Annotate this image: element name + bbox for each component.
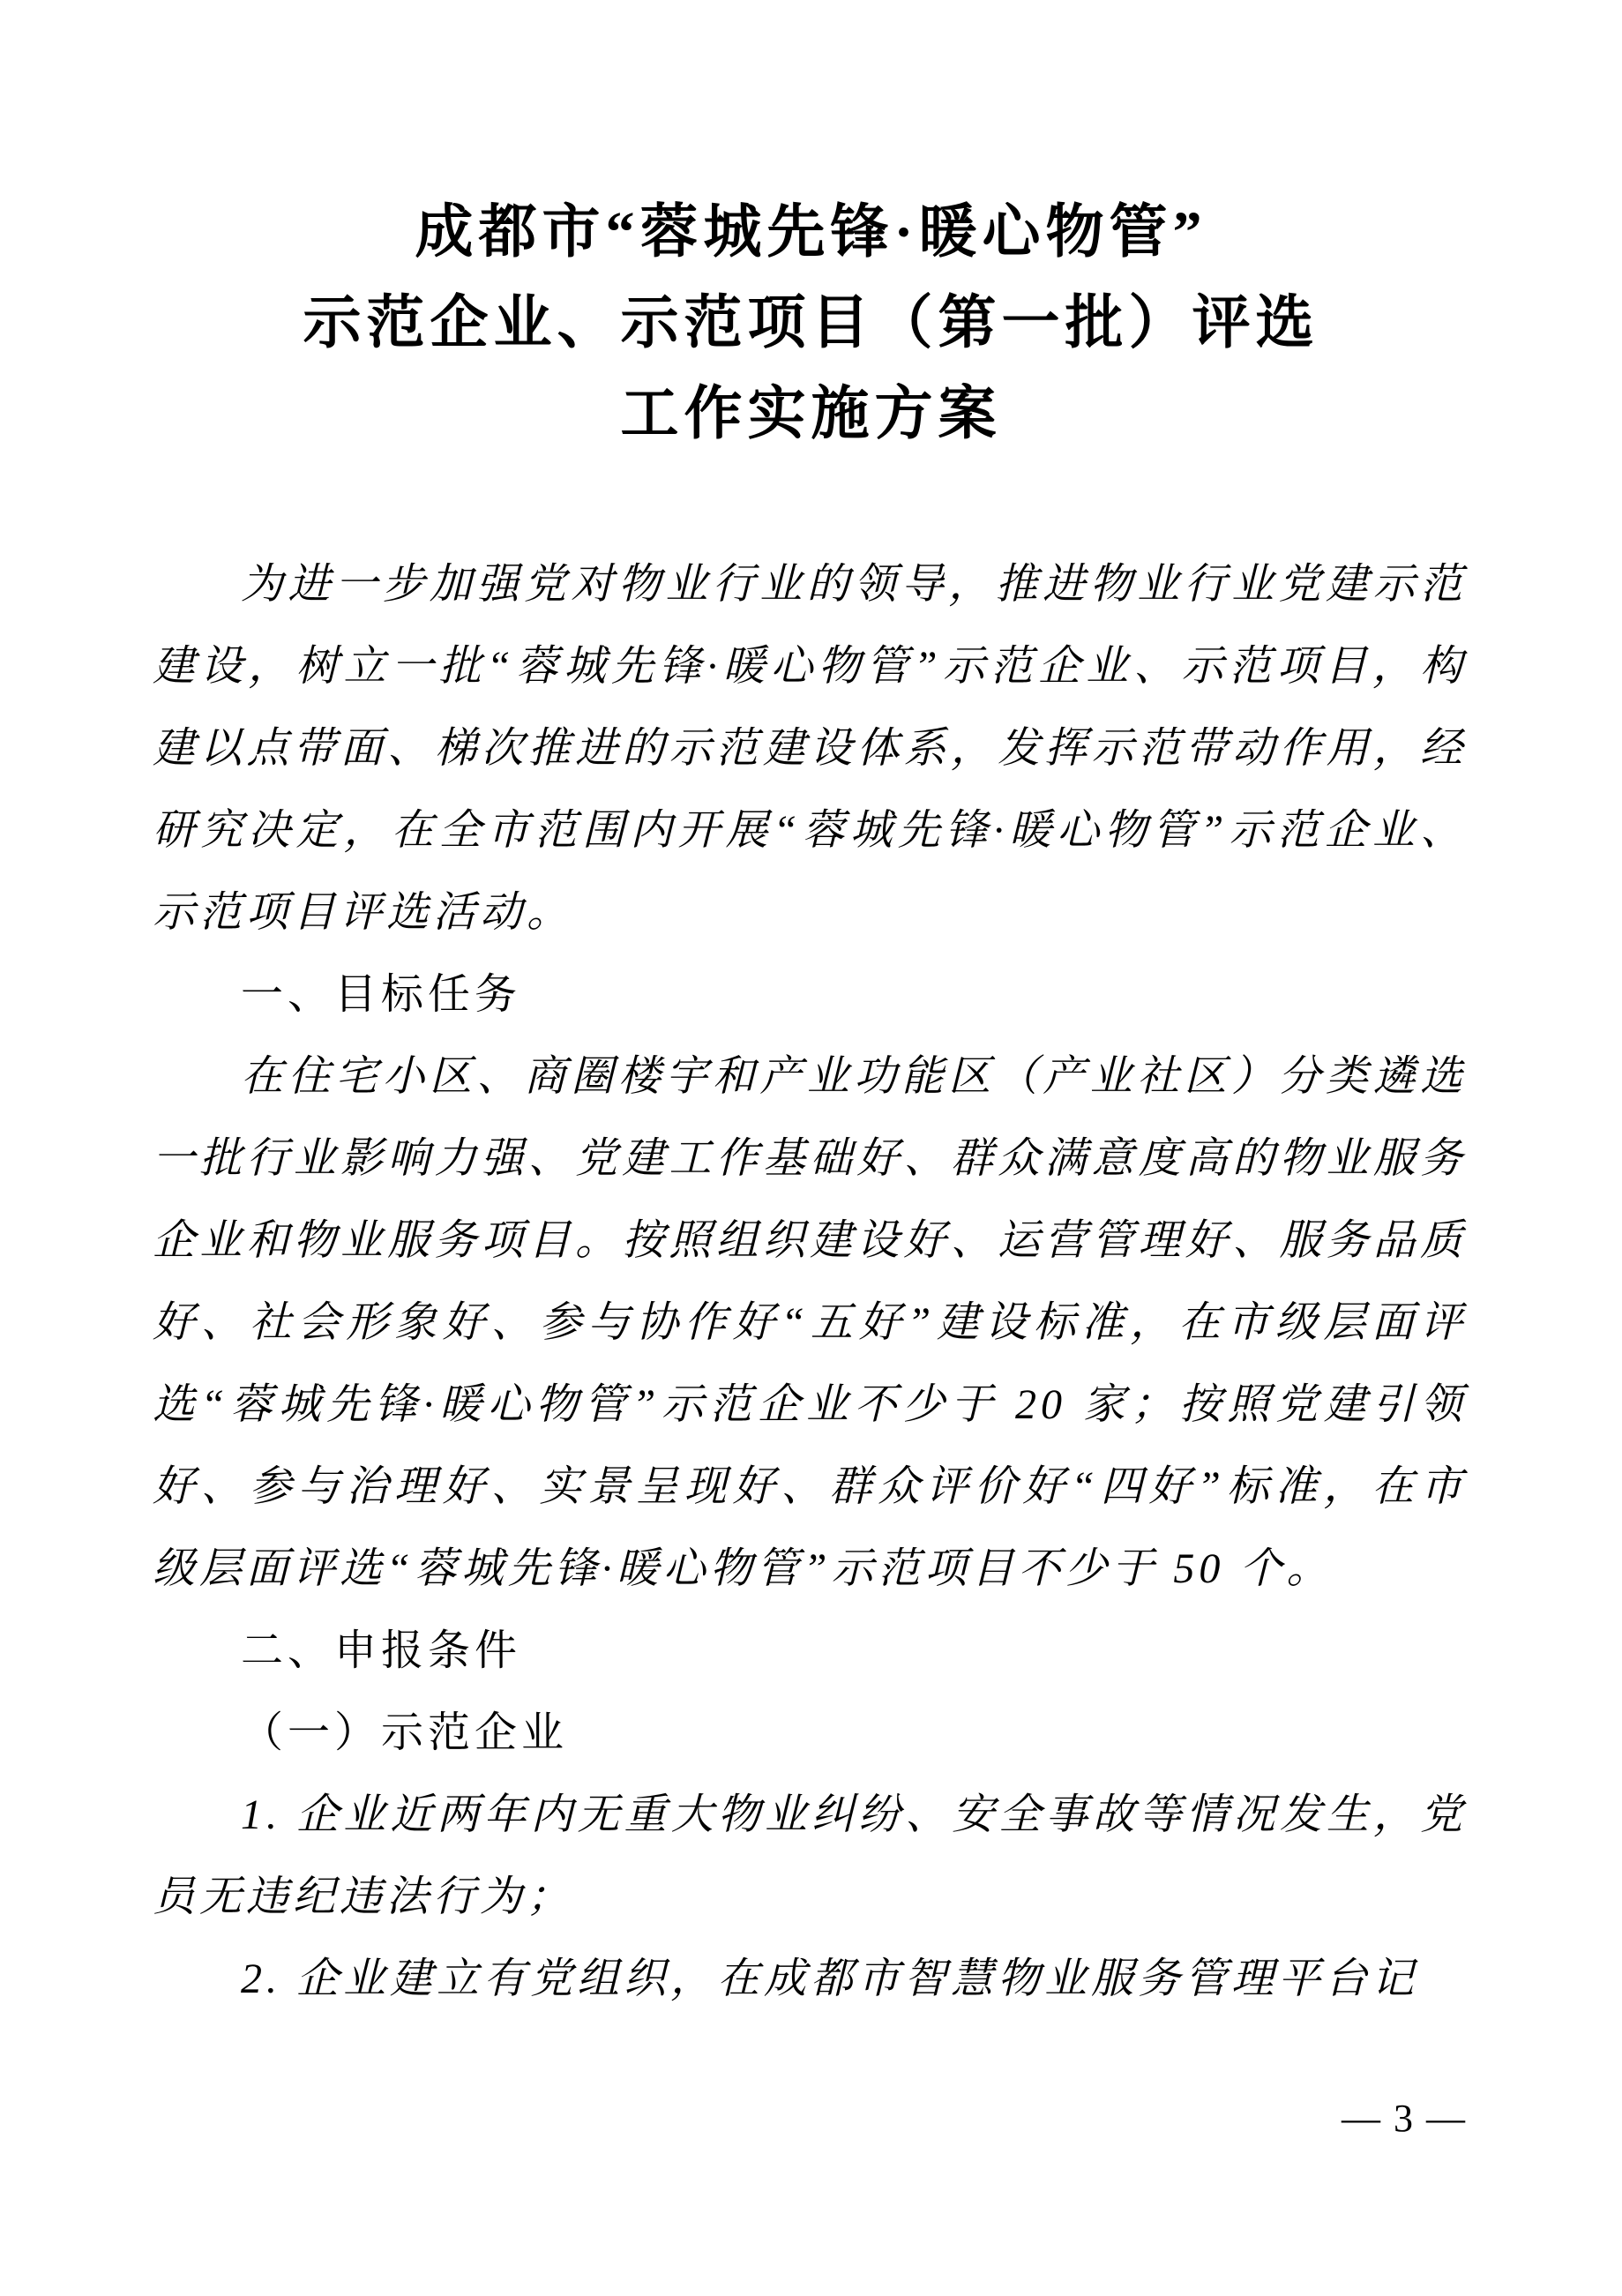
- document-title: [0, 0, 1622, 460]
- paragraph-intro: 为进一步加强党对物业行业的领导，推进物业行业党建示范建设，树立一批“蓉城先锋·暖心物管”示范企业、示范项目，构建以点带面、梯次推进的示范建设体系，发挥示范带动作用，经研究决定，在全市范围内开展“蓉城先锋·暖心物管”示范企业、示范项目评选活动。: [153, 561, 1467, 936]
- paragraph-goals: 在住宅小区、商圈楼宇和产业功能区（产业社区）分类遴选一批行业影响力强、党建工作基础好、群众满意度高的物业服务企业和物业服务项目。按照组织建设好、运营管理好、服务品质好、社会形象好、参与协作好“五好”建设标准，在市级层面评选“蓉城先锋·暖心物管”示范企业不少于 20 家；按照党建引领好、参与治理好、实景呈现好、群众评价好“四好”标准，在市级层面评选“蓉城先锋·暖心物管”示范项目不少于 50 个。: [153, 1053, 1467, 1592]
- list-item-2: 2. 企业建立有党组织，在成都市智慧物业服务管理平台记: [241, 1956, 1419, 2002]
- subsection-heading-demo-enterprise: （一）示范企业: [241, 1709, 569, 1756]
- section-heading-conditions: 二、申报条件: [241, 1627, 522, 1674]
- list-item-1: 1. 企业近两年内无重大物业纠纷、安全事故等情况发生，党员无违纪违法行为；: [153, 1791, 1467, 1920]
- title-line-2: 示范企业、示范项目（第一批）评选: [303, 291, 1319, 355]
- document-body: [153, 543, 1467, 2020]
- section-heading-goals: 一、目标任务: [241, 971, 522, 1018]
- title-line-3: 工作实施方案: [620, 382, 1002, 446]
- page-number: — 3 —: [1342, 2097, 1467, 2140]
- title-line-1: 成都市“蓉城先锋·暖心物管”: [415, 200, 1207, 265]
